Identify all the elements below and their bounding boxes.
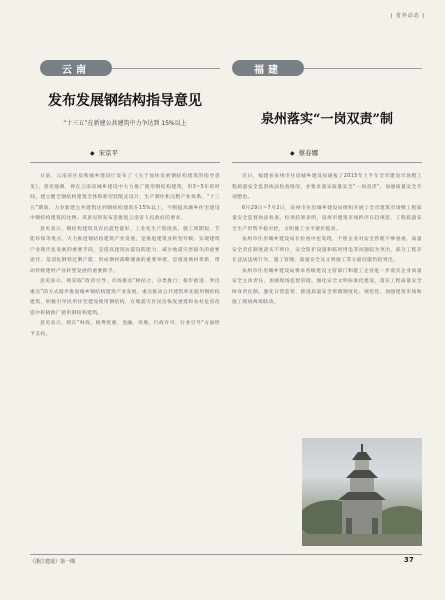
left-article-title: 发布发展钢结构指导意见 xyxy=(48,93,202,109)
paragraph: 意见表示，将采取“政府引导、市场推动”相结合，分类推行；稳步推进、突出重点”的方式稳步推进城乡钢结构建筑产业发展。重点推动公共建筑率先使用钢结构建筑，积极引导民用住宅建设使用钢结构，在地震灾区民房恢复重建和农村危房改造中积极推广使用钢结构建筑。 xyxy=(30,279,220,316)
divider xyxy=(30,162,220,163)
right-article-author xyxy=(290,148,318,157)
paragraph: 泉州市住房城乡建设局在检查中也发现，个别企业对安全管理不够重视，质量安全责任制度落实不到位，安全防护设施和临时用电等问题较为突出，部分工程存在违法违规行为，施工管理、质量安全及文明施工等方面问题仍较突出。 xyxy=(232,237,422,263)
publication-name: 《浙江建设》第一期 xyxy=(30,559,76,565)
right-article-body xyxy=(232,172,422,442)
region-badge-fujian: 福建 xyxy=(232,60,304,76)
divider xyxy=(232,162,422,163)
section-tag: | 省外动态 | xyxy=(390,13,425,19)
pagoda-illustration xyxy=(302,438,422,546)
paragraph: 意见表示，钢结构建筑具有抗震性能好、工业化生产程度高、施工周期短、节能环保等优点，大力推进钢结构建筑产业发展，是推进建筑业转型升级、实现建筑产业现代化发展的重要手段，是提高建筑抗震设防能力、减少地震灾害损失的重要途径，是消化钢铁过剩产能、形成钢材战略储备的重要举措，是推进换材革新、带动传统建材产业转型发展的重要抓手。 xyxy=(30,226,220,274)
paragraph: 近日，福建省泉州市住房城乡建设局通报了2015年上半年全市建设市场暨工程质量安全监督执法检查情况，并要求落实质量安全“一岗双责”，加强质量安全专项整治。 xyxy=(232,174,422,200)
right-article-title: 泉州落实“一岗双责”制 xyxy=(261,112,393,127)
paragraph: 意见表示，将在“财政、税费优惠、金融、用地、行政许可、行业引导”方面给予支持。 xyxy=(30,321,220,337)
diamond-icon: ◆ xyxy=(290,150,295,157)
left-article-author xyxy=(90,148,118,157)
paragraph: 日前，云南省住房和城乡建设厅发布了《关于加快发展钢结构建筑的指导意见》，意见强调，将在云南省城乡建设中大力推广使用钢结构建筑，用3~5年的时间，建立健全钢结构建筑全体和新型装配式设计、生产制作和完整产业体系。“十三五”期间，力争新建公共建筑达到钢结构建筑在15%以上，不断提高城乡住宅建设中钢结构建筑的比例。该意见的发布是推进云南省人民政府的要求。 xyxy=(30,174,220,221)
author-name: 蔡春娜 xyxy=(298,149,319,157)
paragraph: 6月29日~7月2日，泉州市住房城乡建设局组织开展了全市建筑市场暨工程质量安全监督执法检查。检查结果表明，泉州市建筑市场秩序日趋规范，工程质量安全生产形势平稳可控，文明施工水平逐步提高。 xyxy=(232,205,422,232)
left-article-body xyxy=(30,172,220,552)
header-divider xyxy=(112,68,220,69)
page-number: 37 xyxy=(404,556,414,564)
footer-rule xyxy=(30,554,422,555)
diamond-icon: ◆ xyxy=(90,150,95,157)
region-badge-yunnan: 云南 xyxy=(40,60,112,76)
author-name: 宋京平 xyxy=(98,149,119,157)
pagoda-photo xyxy=(302,438,422,546)
paragraph: 泉州市住房城乡建设局要求各级建设主管部门和施工企业进一步落实企业质量安全主体责任，加强现场监督管理，强化安全文明标准化建设，落实工程质量安全终身责任制，强化日常监管，推进质量安全管理制度化、规范化，加强建筑市场和施工现场两场联动。 xyxy=(232,268,422,305)
header-divider xyxy=(304,68,422,69)
left-article-subtitle: “十三五”在新建公共建筑中力争达到 15%以上 xyxy=(63,120,187,127)
